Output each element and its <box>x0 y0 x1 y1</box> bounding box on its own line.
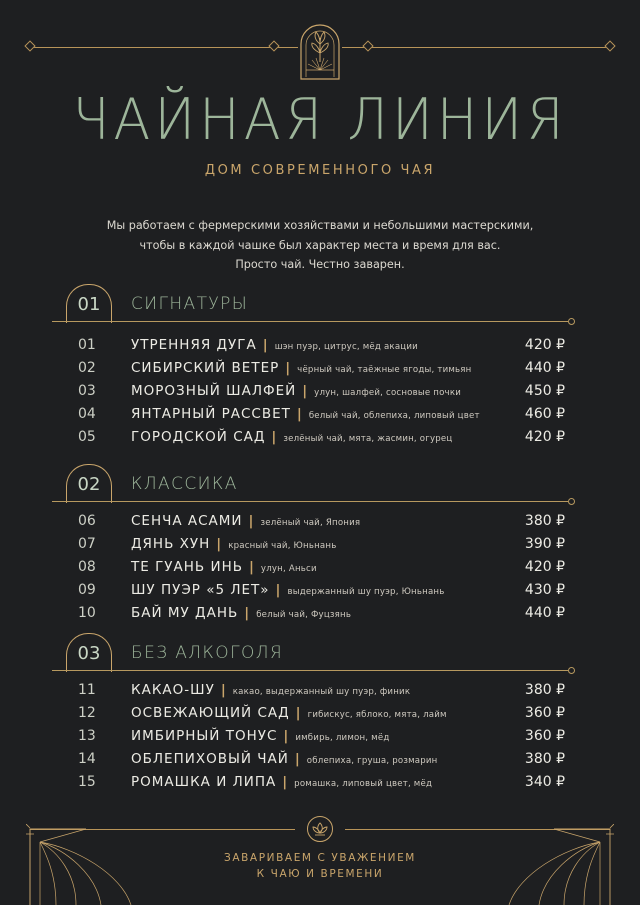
item-description: шэн пуэр, цитрус, мёд акации <box>274 342 418 352</box>
menu-item <box>78 605 568 627</box>
item-number: 13 <box>78 728 96 744</box>
menu-item <box>78 536 568 558</box>
item-line <box>131 559 317 575</box>
item-number: 09 <box>78 582 96 598</box>
item-name: ОСВЕЖАЮЩИЙ САД <box>131 705 290 721</box>
item-line <box>131 513 360 529</box>
separator: | <box>302 383 309 399</box>
item-price: 340 ₽ <box>524 774 565 790</box>
item-description: облепиха, груша, розмарин <box>306 756 438 766</box>
item-number: 04 <box>78 406 96 422</box>
item-price: 380 ₽ <box>524 513 565 529</box>
item-line <box>131 682 410 698</box>
separator: | <box>285 360 292 376</box>
separator: | <box>275 582 282 598</box>
item-line <box>131 751 438 767</box>
item-line <box>131 774 432 790</box>
separator: | <box>296 406 303 422</box>
divider-dot-icon <box>568 498 575 505</box>
intro-line: Просто чай. Честно заварен. <box>235 258 405 271</box>
item-description: белый чай, облепиха, липовый цвет <box>308 411 480 421</box>
tea-sprout-arch-icon <box>298 22 342 80</box>
item-price: 450 ₽ <box>524 383 565 399</box>
item-line <box>131 728 389 744</box>
menu-item <box>78 751 568 773</box>
item-line <box>131 536 336 552</box>
section-title: СИГНАТУРЫ <box>131 294 249 314</box>
menu-item <box>78 360 568 382</box>
item-number: 07 <box>78 536 96 552</box>
item-price: 360 ₽ <box>524 705 565 721</box>
separator: | <box>248 513 255 529</box>
item-number: 14 <box>78 751 96 767</box>
item-description: выдержанный шу пуэр, Юньнань <box>287 587 445 597</box>
section-number-tab: 01 <box>66 284 112 323</box>
item-number: 15 <box>78 774 96 790</box>
item-name: ДЯНЬ ХУН <box>131 536 211 552</box>
item-description: ромашка, липовый цвет, мёд <box>294 779 433 789</box>
item-description: чёрный чай, таёжные ягоды, тимьян <box>297 365 472 375</box>
item-price: 420 ₽ <box>524 429 565 445</box>
item-price: 420 ₽ <box>524 337 565 353</box>
item-price: 380 ₽ <box>524 751 565 767</box>
item-line <box>131 605 351 621</box>
menu-item <box>78 337 568 359</box>
separator: | <box>244 605 251 621</box>
item-description: белый чай, Фуцзянь <box>256 610 352 620</box>
divider-dot-icon <box>568 318 575 325</box>
item-number: 02 <box>78 360 96 376</box>
item-line <box>131 337 418 353</box>
section-number-tab: 03 <box>66 633 112 672</box>
separator: | <box>262 337 269 353</box>
section-title: КЛАССИКА <box>131 474 238 494</box>
section-divider <box>52 670 568 671</box>
item-description: гибискус, яблоко, мята, лайм <box>307 710 447 720</box>
item-description: имбирь, лимон, мёд <box>295 733 390 743</box>
separator: | <box>283 728 290 744</box>
item-line <box>131 582 445 598</box>
item-description: зелёный чай, Япония <box>260 518 361 528</box>
diamond-ornament-icon <box>268 40 279 51</box>
item-name: ОБЛЕПИХОВЫЙ ЧАЙ <box>131 751 289 767</box>
item-price: 460 ₽ <box>524 406 565 422</box>
item-name: СИБИРСКИЙ ВЕТЕР <box>131 360 280 376</box>
page-subtitle: ДОМ СОВРЕМЕННОГО ЧАЯ <box>204 163 436 178</box>
item-line <box>131 383 461 399</box>
item-number: 05 <box>78 429 96 445</box>
section-divider <box>52 501 568 502</box>
page-title: ЧАЙНАЯ ЛИНИЯ <box>72 86 568 153</box>
item-line <box>131 360 472 376</box>
item-description: улун, Аньси <box>260 564 317 574</box>
item-number: 10 <box>78 605 96 621</box>
item-name: ГОРОДСКОЙ САД <box>131 429 266 445</box>
menu-item <box>78 582 568 604</box>
lotus-circle-icon <box>306 815 334 843</box>
menu-item <box>78 559 568 581</box>
item-name: КАКАО-ШУ <box>131 682 215 698</box>
item-price: 430 ₽ <box>524 582 565 598</box>
item-number: 11 <box>78 682 96 698</box>
item-description: какао, выдержанный шу пуэр, финик <box>232 687 411 697</box>
intro-text <box>80 216 560 275</box>
diamond-ornament-icon <box>362 40 373 51</box>
menu-item <box>78 728 568 750</box>
item-description: зелёный чай, мята, жасмин, огурец <box>283 434 453 444</box>
item-line <box>131 705 447 721</box>
header-divider-left <box>30 47 298 48</box>
menu-item <box>78 513 568 535</box>
separator: | <box>216 536 223 552</box>
header-divider-right <box>342 47 610 48</box>
item-price: 420 ₽ <box>524 559 565 575</box>
item-name: БАЙ МУ ДАНЬ <box>131 605 239 621</box>
item-name: ИМБИРНЫЙ ТОНУС <box>131 728 278 744</box>
divider-dot-icon <box>568 667 575 674</box>
item-name: МОРОЗНЫЙ ШАЛФЕЙ <box>131 383 297 399</box>
item-number: 08 <box>78 559 96 575</box>
intro-line: Мы работаем с фермерскими хозяйствами и небольшими мастерскими, <box>106 219 534 232</box>
section-divider <box>52 321 568 322</box>
separator: | <box>248 559 255 575</box>
item-description: красный чай, Юньнань <box>228 541 337 551</box>
menu-item <box>78 429 568 451</box>
item-name: РОМАШКА И ЛИПА <box>131 774 277 790</box>
item-name: ТЕ ГУАНЬ ИНЬ <box>131 559 243 575</box>
item-name: УТРЕННЯЯ ДУГА <box>131 337 257 353</box>
section-title: БЕЗ АЛКОГОЛЯ <box>131 643 284 663</box>
item-price: 380 ₽ <box>524 682 565 698</box>
footer-motto <box>0 850 640 882</box>
diamond-ornament-icon <box>24 40 35 51</box>
intro-line: чтобы в каждой чашке был характер места и время для вас. <box>139 238 501 252</box>
separator: | <box>295 705 302 721</box>
section-number-tab: 02 <box>66 464 112 503</box>
item-name: ШУ ПУЭР «5 ЛЕТ» <box>131 582 270 598</box>
separator: | <box>282 774 289 790</box>
menu-item <box>78 682 568 704</box>
item-line <box>131 429 452 445</box>
item-name: ЯНТАРНЫЙ РАССВЕТ <box>131 406 291 422</box>
footer-line: К ЧАЮ И ВРЕМЕНИ <box>256 868 384 880</box>
item-name: СЕНЧА АСАМИ <box>131 513 243 529</box>
menu-item <box>78 774 568 796</box>
item-price: 360 ₽ <box>524 728 565 744</box>
menu-item <box>78 383 568 405</box>
menu-item <box>78 406 568 428</box>
item-number: 06 <box>78 513 96 529</box>
item-number: 03 <box>78 383 96 399</box>
item-price: 440 ₽ <box>524 605 565 621</box>
footer-line: ЗАВАРИВАЕМ С УВАЖЕНИЕМ <box>224 852 416 864</box>
item-number: 01 <box>78 337 96 353</box>
item-price: 440 ₽ <box>524 360 565 376</box>
item-price: 390 ₽ <box>524 536 565 552</box>
item-number: 12 <box>78 705 96 721</box>
item-line <box>131 406 480 422</box>
separator: | <box>294 751 301 767</box>
menu-item <box>78 705 568 727</box>
diamond-ornament-icon <box>604 40 615 51</box>
item-description: улун, шалфей, сосновые почки <box>314 388 462 398</box>
separator: | <box>271 429 278 445</box>
separator: | <box>220 682 227 698</box>
